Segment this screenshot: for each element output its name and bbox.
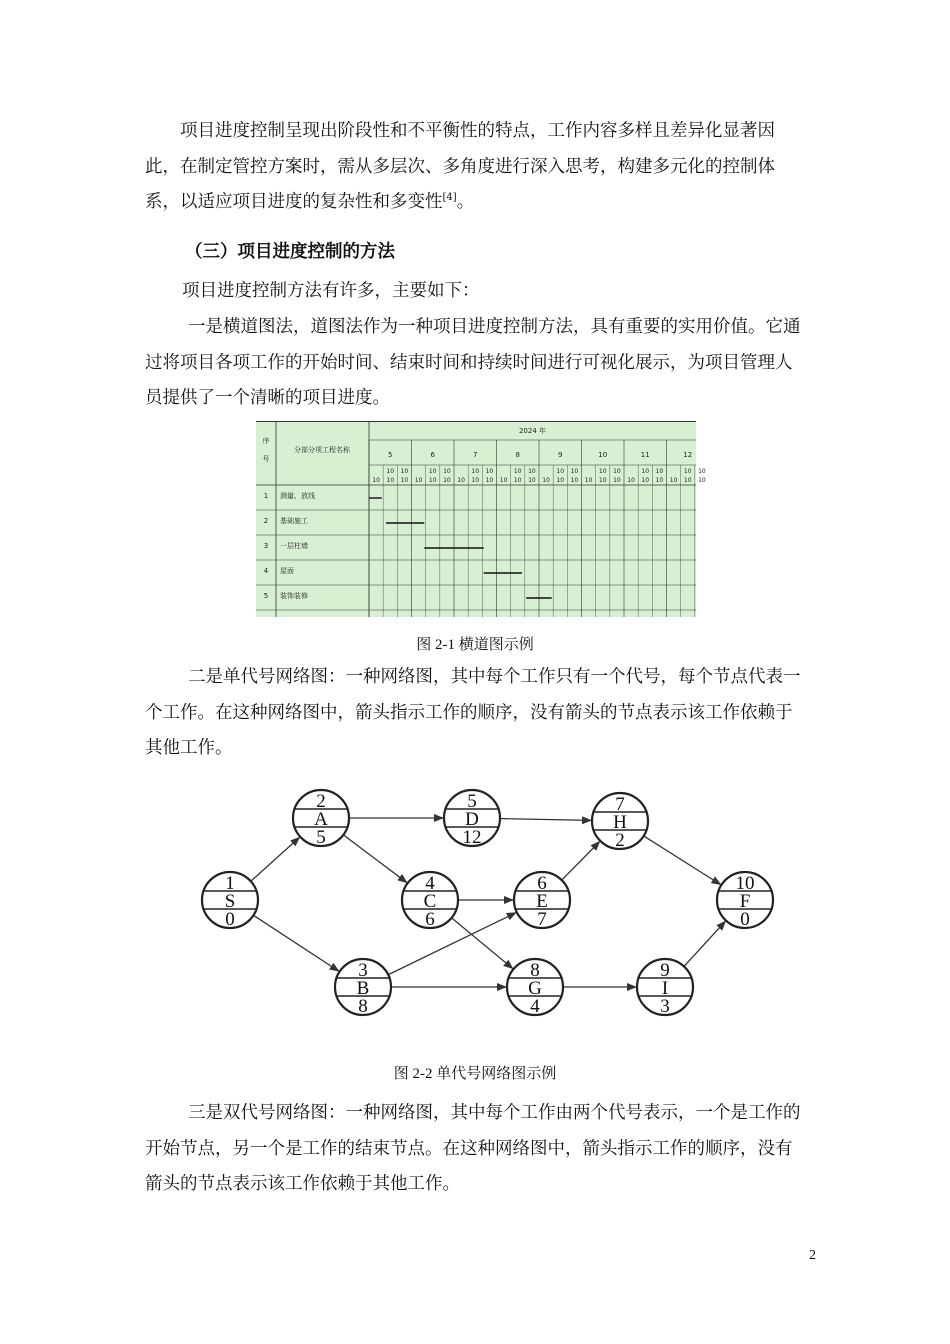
paragraph-1-text: 项目进度控制呈现出阶段性和不平衡性的特点，工作内容多样且差异化显著因此，在制定管控方案时，需从多层次、多角度进行深入思考，构建多元化的控制体系，以适应项目进度的复杂性和多变性 (145, 121, 775, 212)
figure-caption-2: 图 2-2 单代号网络图示例 (393, 1066, 557, 1082)
node-number: 7 (615, 794, 625, 815)
paragraph-5: 三是双代号网络图：一种网络图，其中每个工作由两个代号表示，一个是工作的开始节点，另一个是工作的结束节点。在这种网络图中，箭头指示工作的顺序，没有箭头的节点表示该工作依赖于其他工作。 (145, 1103, 801, 1194)
network-node (402, 872, 458, 930)
node-duration: 12 (462, 827, 482, 848)
node-duration: 3 (660, 996, 670, 1017)
node-label: S (224, 891, 236, 912)
node-label: G (528, 978, 542, 999)
dependency-arrow (500, 819, 591, 821)
node-number: 8 (530, 960, 540, 981)
node-duration: 2 (615, 830, 625, 851)
node-label: F (739, 891, 751, 912)
gantt-sub-label: 10 (386, 477, 395, 484)
gantt-sub-label: 10 (655, 477, 664, 484)
gantt-sub-label: 10 (613, 477, 621, 484)
gantt-row-number: 4 (263, 567, 269, 575)
paragraph-3: 一是横道图法，道图法作为一种项目进度控制方法，具有重要的实用价值。它通过将项目各项工作的开始时间、结束时间和持续时间进行可视化展示，为项目管理人员提供了一个清晰的项目进度。 (145, 317, 801, 408)
gantt-month-label: 5 (388, 451, 393, 459)
gantt-sub-label: 10 (485, 477, 494, 484)
gantt-col-no-label: 号 (262, 455, 270, 463)
gantt-sub-label: 10 (400, 468, 409, 475)
gantt-sub-label: 10 (513, 468, 522, 475)
node-duration: 7 (537, 909, 547, 930)
gantt-sub-label: 10 (669, 477, 678, 484)
gantt-sub-label: 10 (428, 477, 437, 484)
node-duration: 6 (425, 909, 435, 930)
citation-ref: [4] (442, 192, 457, 204)
paragraph-2: 项目进度控制方法有许多，主要如下： (182, 281, 480, 301)
gantt-sub-label: 10 (386, 468, 395, 475)
gantt-sub-label: 10 (641, 468, 650, 475)
node-number: 10 (735, 873, 755, 894)
gantt-sub-label: 10 (683, 468, 692, 475)
gantt-sub-label: 10 (584, 477, 593, 484)
dependency-arrow (251, 837, 300, 881)
gantt-sub-label: 10 (414, 477, 423, 484)
gantt-month-label: 9 (558, 451, 563, 459)
section-heading: （三）项目进度控制的方法 (185, 242, 395, 262)
gantt-sub-label: 10 (598, 468, 607, 475)
node-number: 5 (467, 791, 477, 812)
node-label: H (613, 812, 627, 833)
network-node (507, 959, 563, 1017)
gantt-sub-label: 10 (428, 468, 437, 475)
network-node (717, 872, 773, 930)
gantt-sub-label: 10 (570, 477, 579, 484)
gantt-row-name: 装饰装修 (280, 592, 308, 600)
gantt-sub-label: 10 (698, 477, 706, 484)
gantt-sub-label: 10 (655, 468, 664, 475)
node-label: E (536, 891, 548, 912)
dependency-arrow (343, 835, 406, 883)
gantt-sub-label: 10 (556, 477, 565, 484)
gantt-sub-label: 10 (400, 477, 409, 484)
gantt-sub-label: 10 (528, 477, 536, 484)
gantt-sub-label: 10 (698, 468, 706, 475)
gantt-sub-label: 10 (683, 477, 692, 484)
gantt-sub-label: 10 (443, 468, 451, 475)
gantt-sub-label: 10 (627, 477, 635, 484)
gantt-row-name: 一层柱墙 (280, 542, 308, 550)
dependency-arrow (644, 836, 721, 885)
gantt-sub-label: 10 (613, 468, 621, 475)
gantt-month-label: 12 (683, 451, 693, 459)
node-label: C (423, 891, 437, 912)
gantt-sub-label: 10 (513, 477, 522, 484)
node-label: B (356, 978, 370, 999)
network-node (444, 790, 500, 848)
node-number: 2 (316, 791, 326, 812)
gantt-sub-label: 10 (457, 477, 465, 484)
gantt-row-name: 测量、放线 (280, 492, 315, 500)
dependency-arrow (253, 915, 338, 971)
node-number: 4 (425, 873, 435, 894)
gantt-col-no-label: 序 (262, 437, 270, 445)
gantt-sub-label: 10 (556, 468, 565, 475)
gantt-row-name: 屋面 (280, 567, 294, 575)
gantt-sub-label: 10 (471, 468, 480, 475)
node-number: 6 (537, 873, 547, 894)
network-node (637, 959, 693, 1017)
node-label: A (314, 809, 328, 830)
network-node (592, 793, 648, 851)
network-node (293, 790, 349, 848)
dependency-arrow (388, 913, 516, 975)
node-duration: 5 (316, 827, 326, 848)
dependency-arrow (562, 842, 600, 880)
gantt-sub-label: 10 (570, 468, 579, 475)
paragraph-4: 二是单代号网络图：一种网络图，其中每个工作只有一个代号，每个节点代表一个工作。在这种网络图中，箭头指示工作的顺序，没有箭头的节点表示该工作依赖于其他工作。 (145, 667, 801, 758)
gantt-sub-label: 10 (542, 477, 550, 484)
network-node (335, 959, 391, 1017)
gantt-month-label: 7 (473, 451, 478, 459)
node-number: 1 (225, 873, 235, 894)
gantt-year-label: 2024 年 (518, 427, 547, 435)
page-number: 2 (809, 1248, 816, 1263)
gantt-row-number: 5 (263, 592, 269, 600)
gantt-sub-label: 10 (499, 477, 508, 484)
network-diagram (195, 785, 785, 1025)
node-number: 9 (660, 960, 670, 981)
node-label: I (661, 978, 669, 999)
node-label: D (465, 809, 479, 830)
gantt-col-name-label: 分部分项工程名称 (294, 446, 350, 454)
dependency-arrow (452, 918, 513, 969)
gantt-month-label: 8 (515, 451, 520, 459)
node-duration: 0 (740, 909, 750, 930)
gantt-month-label: 11 (640, 451, 650, 459)
gantt-row-name: 基础施工 (280, 517, 308, 525)
node-duration: 8 (358, 996, 368, 1017)
gantt-month-label: 6 (430, 451, 435, 459)
network-node (202, 872, 258, 930)
gantt-chart (256, 421, 706, 617)
figure-caption-1: 图 2-1 横道图示例 (416, 637, 534, 653)
gantt-sub-label: 10 (372, 477, 380, 484)
paragraph-1 (145, 114, 807, 221)
gantt-sub-label: 10 (471, 477, 480, 484)
gantt-sub-label: 10 (528, 468, 536, 475)
node-number: 3 (358, 960, 368, 981)
node-duration: 0 (225, 909, 235, 930)
gantt-row-number: 1 (263, 492, 269, 500)
gantt-sub-label: 10 (641, 477, 650, 484)
gantt-month-label: 10 (598, 451, 608, 459)
network-node (514, 872, 570, 930)
gantt-row-number: 3 (263, 542, 269, 550)
dependency-arrow (684, 921, 725, 966)
gantt-sub-label: 10 (443, 477, 451, 484)
gantt-sub-label: 10 (485, 468, 494, 475)
gantt-chart-figure (256, 421, 706, 617)
gantt-row-number: 2 (263, 517, 269, 525)
node-duration: 4 (530, 996, 540, 1017)
paragraph-1-end: 。 (456, 192, 475, 212)
gantt-sub-label: 10 (598, 477, 607, 484)
